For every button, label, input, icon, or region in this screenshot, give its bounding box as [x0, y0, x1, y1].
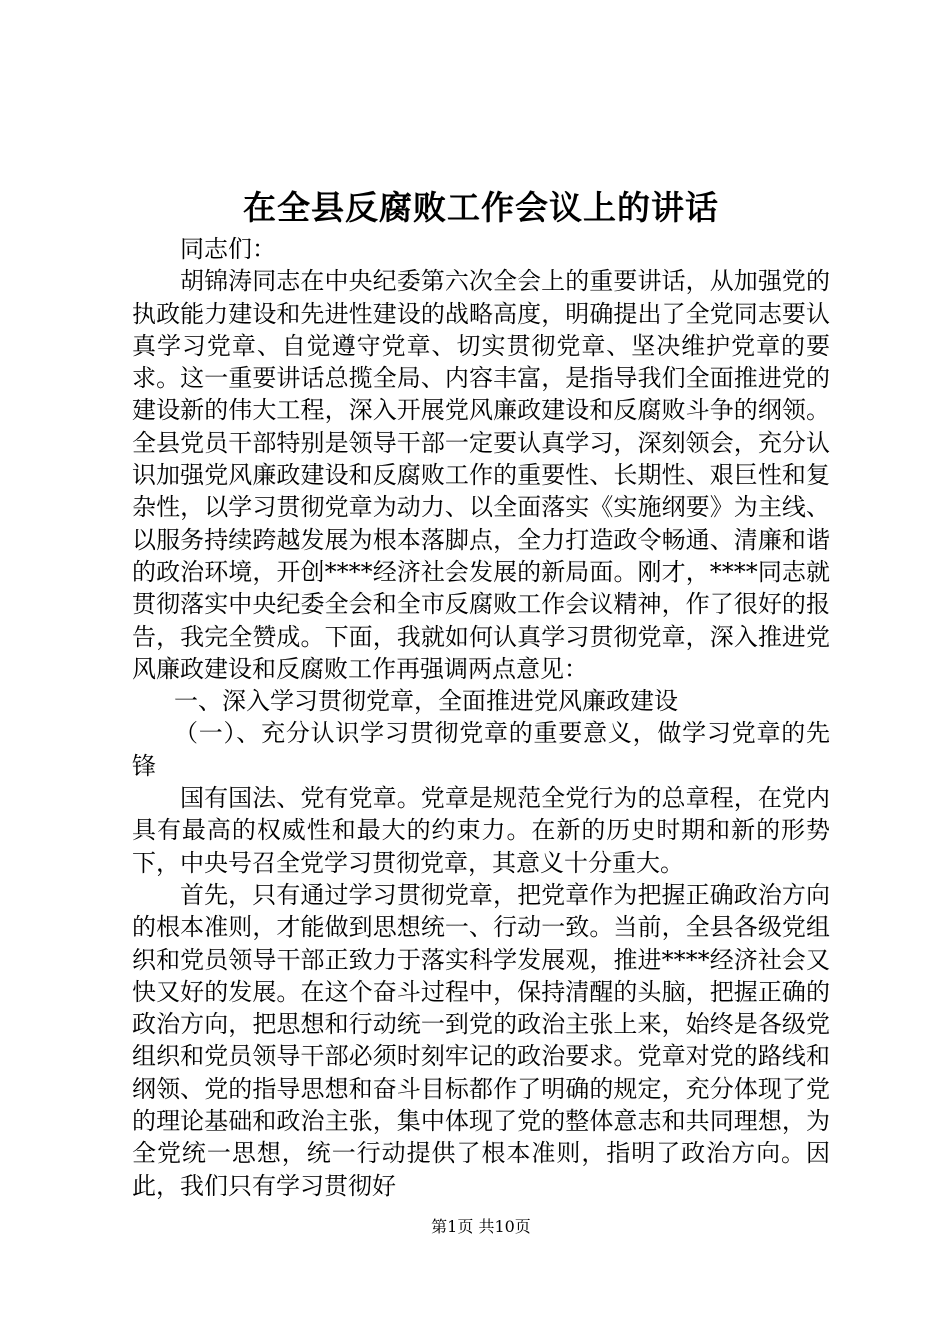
document-body [132, 233, 830, 1202]
page-footer: 第1页 共10页 [431, 1217, 531, 1236]
paragraph-firstly: 首先，只有通过学习贯彻党章，把党章作为把握正确政治方向的根本准则，才能做到思想统一、行动一致。当前，全县各级党组织和党员领导干部正致力于落实科学发展观，推进****经济社会又快又好的发展。在这个奋斗过程中，保持清醒的头脑，把握正确的政治方向，把思想和行动统一到党的政治主张上来，始终是各级党组织和党员领导干部必须时刻牢记的政治要求。党章对党的路线和纲领、党的指导思想和奋斗目标都作了明确的规定，充分体现了党的理论基础和政治主张，集中体现了党的整体意志和共同理想，为全党统一思想，统一行动提供了根本准则，指明了政治方向。因此，我们只有学习贯彻好 [132, 880, 830, 1200]
document-page [132, 0, 830, 1344]
document-title: 在全县反腐败工作会议上的讲话 [243, 188, 719, 227]
paragraph-party-constitution: 国有国法、党有党章。党章是规范全党行为的总章程，在党内具有最高的权威性和最大的约束力。在新的历史时期和新的形势下，中央号召全党学习贯彻党章，其意义十分重大。 [132, 784, 830, 877]
paragraph-intro: 胡锦涛同志在中央纪委第六次全会上的重要讲话，从加强党的执政能力建设和先进性建设的战略高度，明确提出了全党同志要认真学习党章、自觉遵守党章、切实贯彻党章、坚决维护党章的要求。这一重要讲话总揽全局、内容丰富，是指导我们全面推进党的建设新的伟大工程，深入开展党风廉政建设和反腐败斗争的纲领。全县党员干部特别是领导干部一定要认真学习，深刻领会，充分认识加强党风廉政建设和反腐败工作的重要性、长期性、艰巨性和复杂性，以学习贯彻党章为动力、以全面落实《实施纲要》为主线、以服务持续跨越发展为根本落脚点，全力打造政令畅通、清廉和谐的政治环境，开创****经济社会发展的新局面。刚才，****同志就贯彻落实中央纪委全会和全市反腐败工作会议精神，作了很好的报告，我完全赞成。下面，我就如何认真学习贯彻党章，深入推进党风廉政建设和反腐败工作再强调两点意见： [132, 267, 830, 683]
subsection-heading-1: （一）、充分认识学习贯彻党章的重要意义，做学习党章的先锋 [132, 719, 830, 780]
salutation: 同志们： [180, 235, 276, 263]
section-heading-1: 一、深入学习贯彻党章，全面推进党风廉政建设 [174, 687, 678, 716]
